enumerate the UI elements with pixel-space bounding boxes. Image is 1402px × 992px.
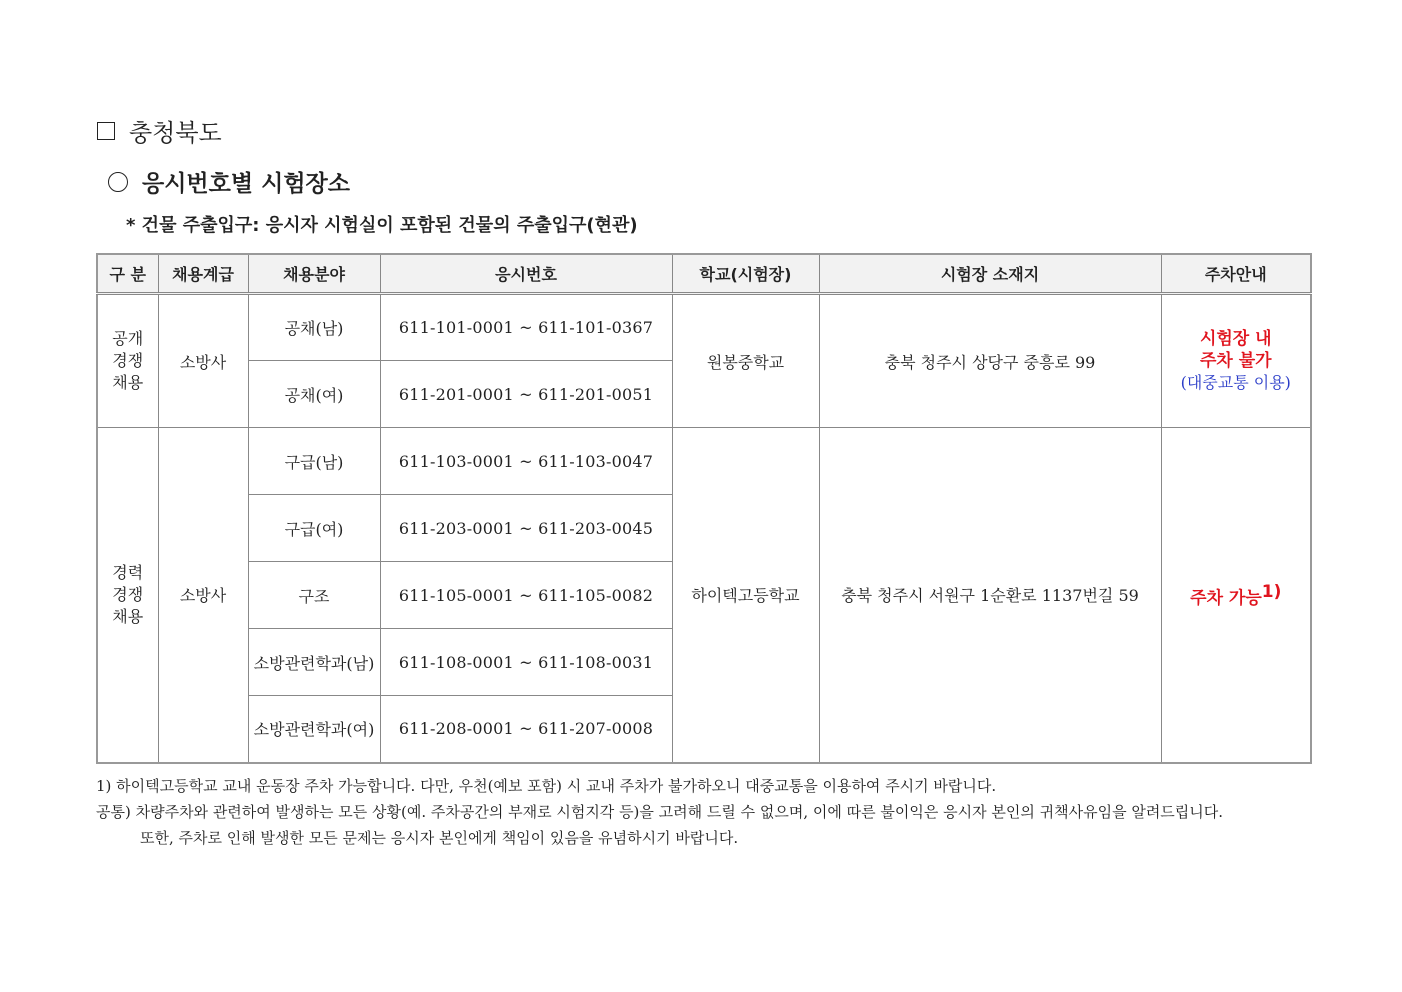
footnote-marker: 1) — [1261, 581, 1282, 602]
category-cell — [97, 294, 158, 428]
category-line: 공개 — [112, 329, 144, 348]
exam-range-cell: 611-201-0001 ~ 611-201-0051 — [380, 361, 672, 428]
footnote-common: 공통) 차량주차와 관련하여 발생하는 모든 상황(예. 주차공간의 부재로 시험지각 등)을 고려해 드릴 수 없으며, 이에 따른 불이익은 응시자 본인의 귀책사유임을 알려드립니다. — [96, 803, 1224, 821]
parking-line: (대중교통 이용) — [1180, 373, 1291, 392]
exam-range-cell: 611-203-0001 ~ 611-203-0045 — [380, 495, 672, 562]
region-heading — [97, 113, 222, 148]
header-school: 학교(시험장) — [672, 254, 819, 294]
header-field: 채용분야 — [248, 254, 380, 294]
exam-range-cell: 611-208-0001 ~ 611-207-0008 — [380, 696, 672, 763]
table-row — [97, 428, 1311, 495]
rank-cell: 소방사 — [158, 294, 248, 428]
header-parking: 주차안내 — [1161, 254, 1311, 294]
header-exam-number: 응시번호 — [380, 254, 672, 294]
field-cell: 구급(남) — [248, 428, 380, 495]
entrance-note: * 건물 주출입구: 응시자 시험실이 포함된 건물의 주출입구(현관) — [126, 215, 638, 236]
circle-bullet-icon — [108, 172, 128, 192]
parking-cell — [1161, 294, 1311, 428]
parking-line: 시험장 내 — [1199, 329, 1272, 349]
category-line: 경력 — [112, 562, 144, 582]
category-line: 경쟁 — [112, 584, 144, 604]
checkbox-square-icon — [97, 122, 115, 140]
field-cell: 구급(여) — [248, 495, 380, 562]
exam-range-cell: 611-105-0001 ~ 611-105-0082 — [380, 562, 672, 629]
exam-location-table — [96, 253, 1312, 764]
footnote-common-continued: 또한, 주차로 인해 발생한 모든 문제는 응시자 본인에게 책임이 있음을 유념하시기 바랍니다. — [140, 829, 739, 847]
field-cell: 소방관련학과(여) — [248, 696, 380, 763]
category-line: 채용 — [112, 606, 144, 626]
section-title: 응시번호별 시험장소 — [142, 171, 350, 197]
table-header-row — [97, 254, 1311, 294]
parking-cell — [1161, 428, 1311, 763]
field-cell: 공채(남) — [248, 294, 380, 361]
field-cell: 소방관련학과(남) — [248, 629, 380, 696]
rank-cell: 소방사 — [158, 428, 248, 763]
field-cell: 공채(여) — [248, 361, 380, 428]
address-cell: 충북 청주시 상당구 중흥로 99 — [819, 294, 1161, 428]
region-title: 충청북도 — [129, 119, 222, 147]
exam-range-cell: 611-108-0001 ~ 611-108-0031 — [380, 629, 672, 696]
parking-line: 주차 불가 — [1199, 351, 1272, 371]
parking-status: 주차 가능 — [1190, 587, 1262, 608]
footnote-1: 1) 하이텍고등학교 교내 운동장 주차 가능합니다. 다만, 우천(예보 포함) 시 교내 주차가 불가하오니 대중교통을 이용하여 주시기 바랍니다. — [96, 777, 997, 795]
school-cell: 원봉중학교 — [672, 294, 819, 428]
category-line: 채용 — [112, 373, 144, 392]
category-cell — [97, 428, 158, 763]
header-address: 시험장 소재지 — [819, 254, 1161, 294]
header-category: 구 분 — [97, 254, 158, 294]
table-row — [97, 294, 1311, 361]
header-rank: 채용계급 — [158, 254, 248, 294]
category-line: 경쟁 — [112, 351, 144, 370]
address-cell: 충북 청주시 서원구 1순환로 1137번길 59 — [819, 428, 1161, 763]
field-cell: 구조 — [248, 562, 380, 629]
exam-range-cell: 611-101-0001 ~ 611-101-0367 — [380, 294, 672, 361]
exam-range-cell: 611-103-0001 ~ 611-103-0047 — [380, 428, 672, 495]
section-heading — [108, 165, 350, 198]
school-cell: 하이텍고등학교 — [672, 428, 819, 763]
